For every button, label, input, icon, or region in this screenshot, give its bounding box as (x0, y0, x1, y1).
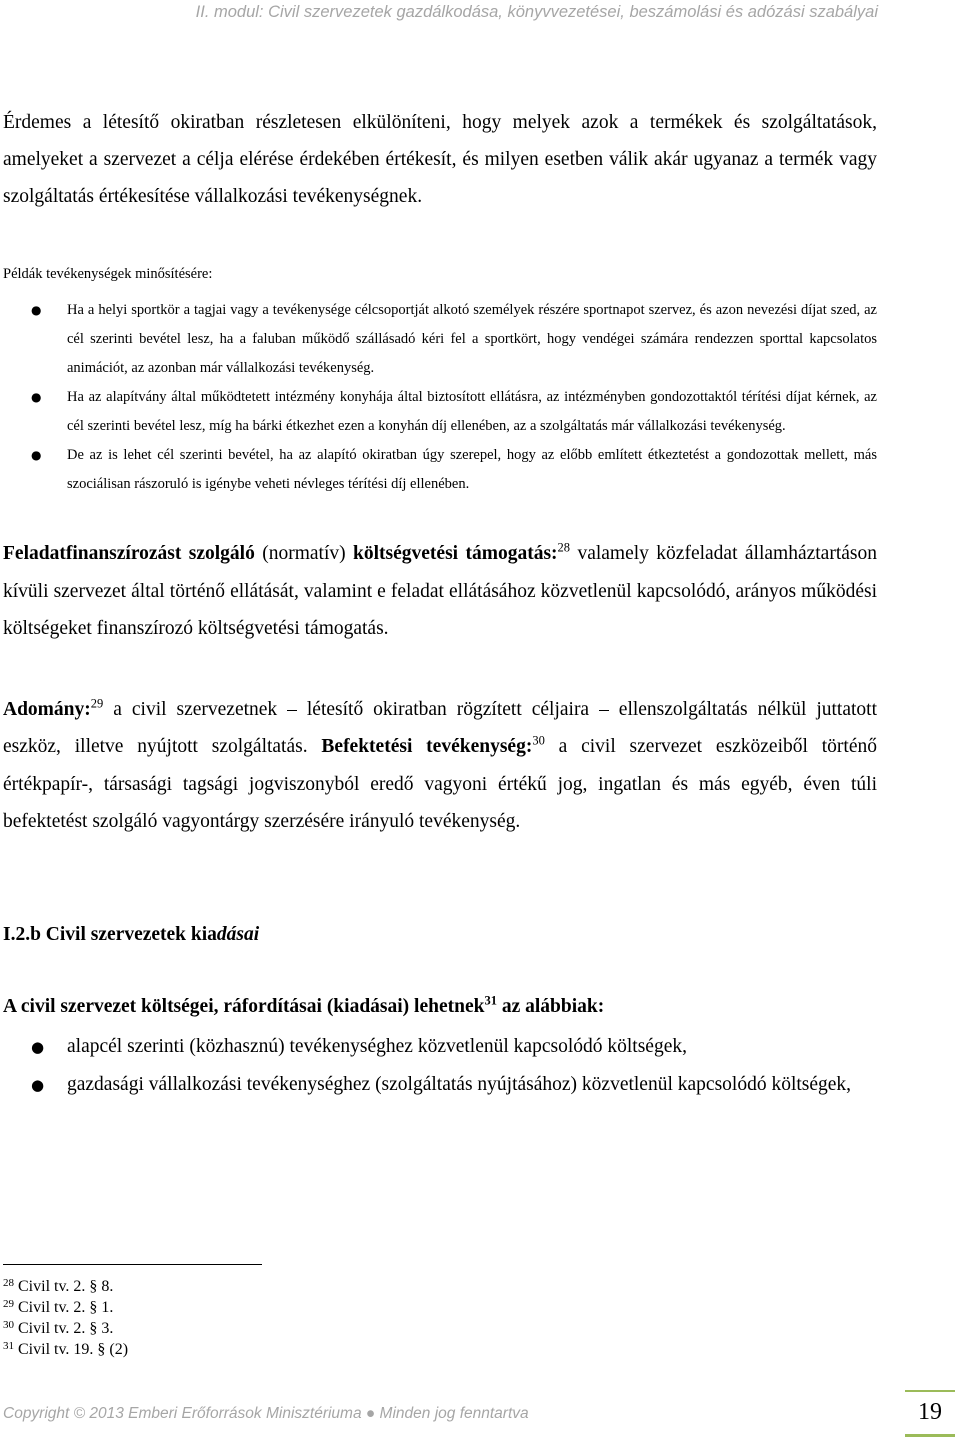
running-header: II. modul: Civil szervezetek gazdálkodása, könyvvezetései, beszámolási és adózási szabályai (195, 3, 878, 21)
footer-copyright: Copyright © 2013 Emberi Erőforrások Minisztériuma ● Minden jog fenntartva (3, 1405, 529, 1422)
intro-paragraph: Érdemes a létesítő okiratban részletesen elkülöníteni, hogy melyek azok a termékek és szolgáltatások, amelyeket a szervezet a célja elérése érdekében értékesít, és milyen esetben válik akár ugyanaz a termék vagy szolgáltatás értékesítése vállalkozási tevékenységnek. (3, 112, 877, 207)
list-item-text: Ha a helyi sportkör a tagjai vagy a tevékenysége célcsoportját alkotó személyek részére sportnapot szervez, és azon nevezési díjat szed, az cél szerinti bevétel lesz, ha a faluban működő szállásadó kéri fel a sportkört, hogy vendégei számára rendezzen sporttal kapcsolatos animációt, az azonban már vállalkozási tevékenység. (67, 302, 877, 376)
footnote: $^{28}$ Civil tv. 2. § 8. (3, 1277, 114, 1295)
footnote-ref[interactable]: 31 (484, 993, 497, 1007)
list-item-text: alapcél szerinti (közhasznú) tevékenységhez közvetlenül kapcsolódó költségek, (67, 1035, 687, 1057)
list-item (3, 296, 877, 383)
footnote: $^{31}$ Civil tv. 19. § (2) (3, 1340, 129, 1358)
footnotes (3, 1276, 128, 1360)
costs-list (3, 1028, 877, 1105)
bullet-icon: ● (31, 1037, 45, 1056)
bullet-icon: ● (31, 1076, 45, 1094)
financing-definition: Feladatfinanszírozást szolgáló (normatív) költségvetési támogatás:$^{28}$ valamely közfeladat államháztartáson kívüli szervezet által történő ellátását, valamint e feladat ellátásához közvetlenül kapcsolódó, arányos működési költségeket finanszírozó költségvetési támogatás. (3, 540, 877, 639)
donation-definition (3, 691, 877, 841)
list-item (3, 441, 877, 499)
list-item-text: Ha az alapítvány által működtetett intézmény konyhája által biztosított ellátásra, az intézményben gondozottaktól térítési díjat kérnek, az cél szerinti bevétel lesz, míg ha bárki étkezhet ezen a konyhán díj ellenében, az a szolgáltatás már vállalkozási tevékenység. (67, 389, 877, 434)
page-body (3, 104, 877, 1105)
list-item (3, 1028, 877, 1067)
bullet-icon: ● (31, 390, 42, 404)
list-item (3, 1066, 877, 1105)
section-heading: I.2.b Civil szervezetek kiadásai (3, 923, 260, 945)
bullet-icon: ● (31, 303, 42, 317)
definition-text: a civil szervezetnek – létesítő okiratban rögzített céljaira – ellenszolgáltatás nélkül juttatott eszköz, illetve nyújtott szolgáltatás. (3, 698, 877, 757)
footnote-separator (3, 1264, 262, 1265)
definition-text: a civil szervezet eszközeiből történő értékpapír-, társasági tagsági jogviszonyból eredő vagyoni értékű jog, ingatlan és más egyéb, éven túli befektetést szolgáló vagyontárgy szerzésére irányuló tevékenység. (3, 736, 877, 832)
footnote: $^{30}$ Civil tv. 2. § 3. (3, 1319, 114, 1337)
examples-list (3, 296, 877, 499)
list-item (3, 383, 877, 441)
definition-term: Befektetési tevékenység: (321, 736, 533, 757)
footnote: $^{29}$ Civil tv. 2. § 1. (3, 1298, 114, 1316)
bullet-icon: ● (31, 448, 42, 462)
page-number: 19 (905, 1390, 955, 1437)
definition-term: Feladatfinanszírozást szolgáló (3, 543, 255, 564)
footnote-ref[interactable]: 28 (557, 540, 571, 555)
definition-term: Adomány: (3, 698, 91, 720)
list-item-text: De az is lehet cél szerinti bevétel, ha az alapító okiratban úgy szerepel, hogy az előbb említett étkeztetést a gondozottak mellett, más szociálisan rászoruló is igénybe veheti névleges térítési díj ellenében. (67, 447, 877, 492)
definition-term: költségvetési támogatás: (353, 543, 558, 564)
costs-heading: A civil szervezet költségei, ráfordításai (kiadásai) lehetnek$^{31}$ az alábbiak: (3, 993, 605, 1017)
footnote-ref[interactable]: 30 (532, 733, 545, 748)
examples-title: Példák tevékenységek minősítésére: (3, 266, 213, 282)
list-item-text: gazdasági vállalkozási tevékenységhez (szolgáltatás nyújtásához) közvetlenül kapcsolódó költségek, (67, 1074, 852, 1095)
definition-text: valamely közfeladat államháztartáson kívüli szervezet által történő ellátását, valamint e feladat ellátásához közvetlenül kapcsolódó, arányos működési költségeket finanszírozó költségvetési támogatás. (3, 543, 877, 639)
footnote-ref[interactable]: 29 (90, 696, 104, 710)
